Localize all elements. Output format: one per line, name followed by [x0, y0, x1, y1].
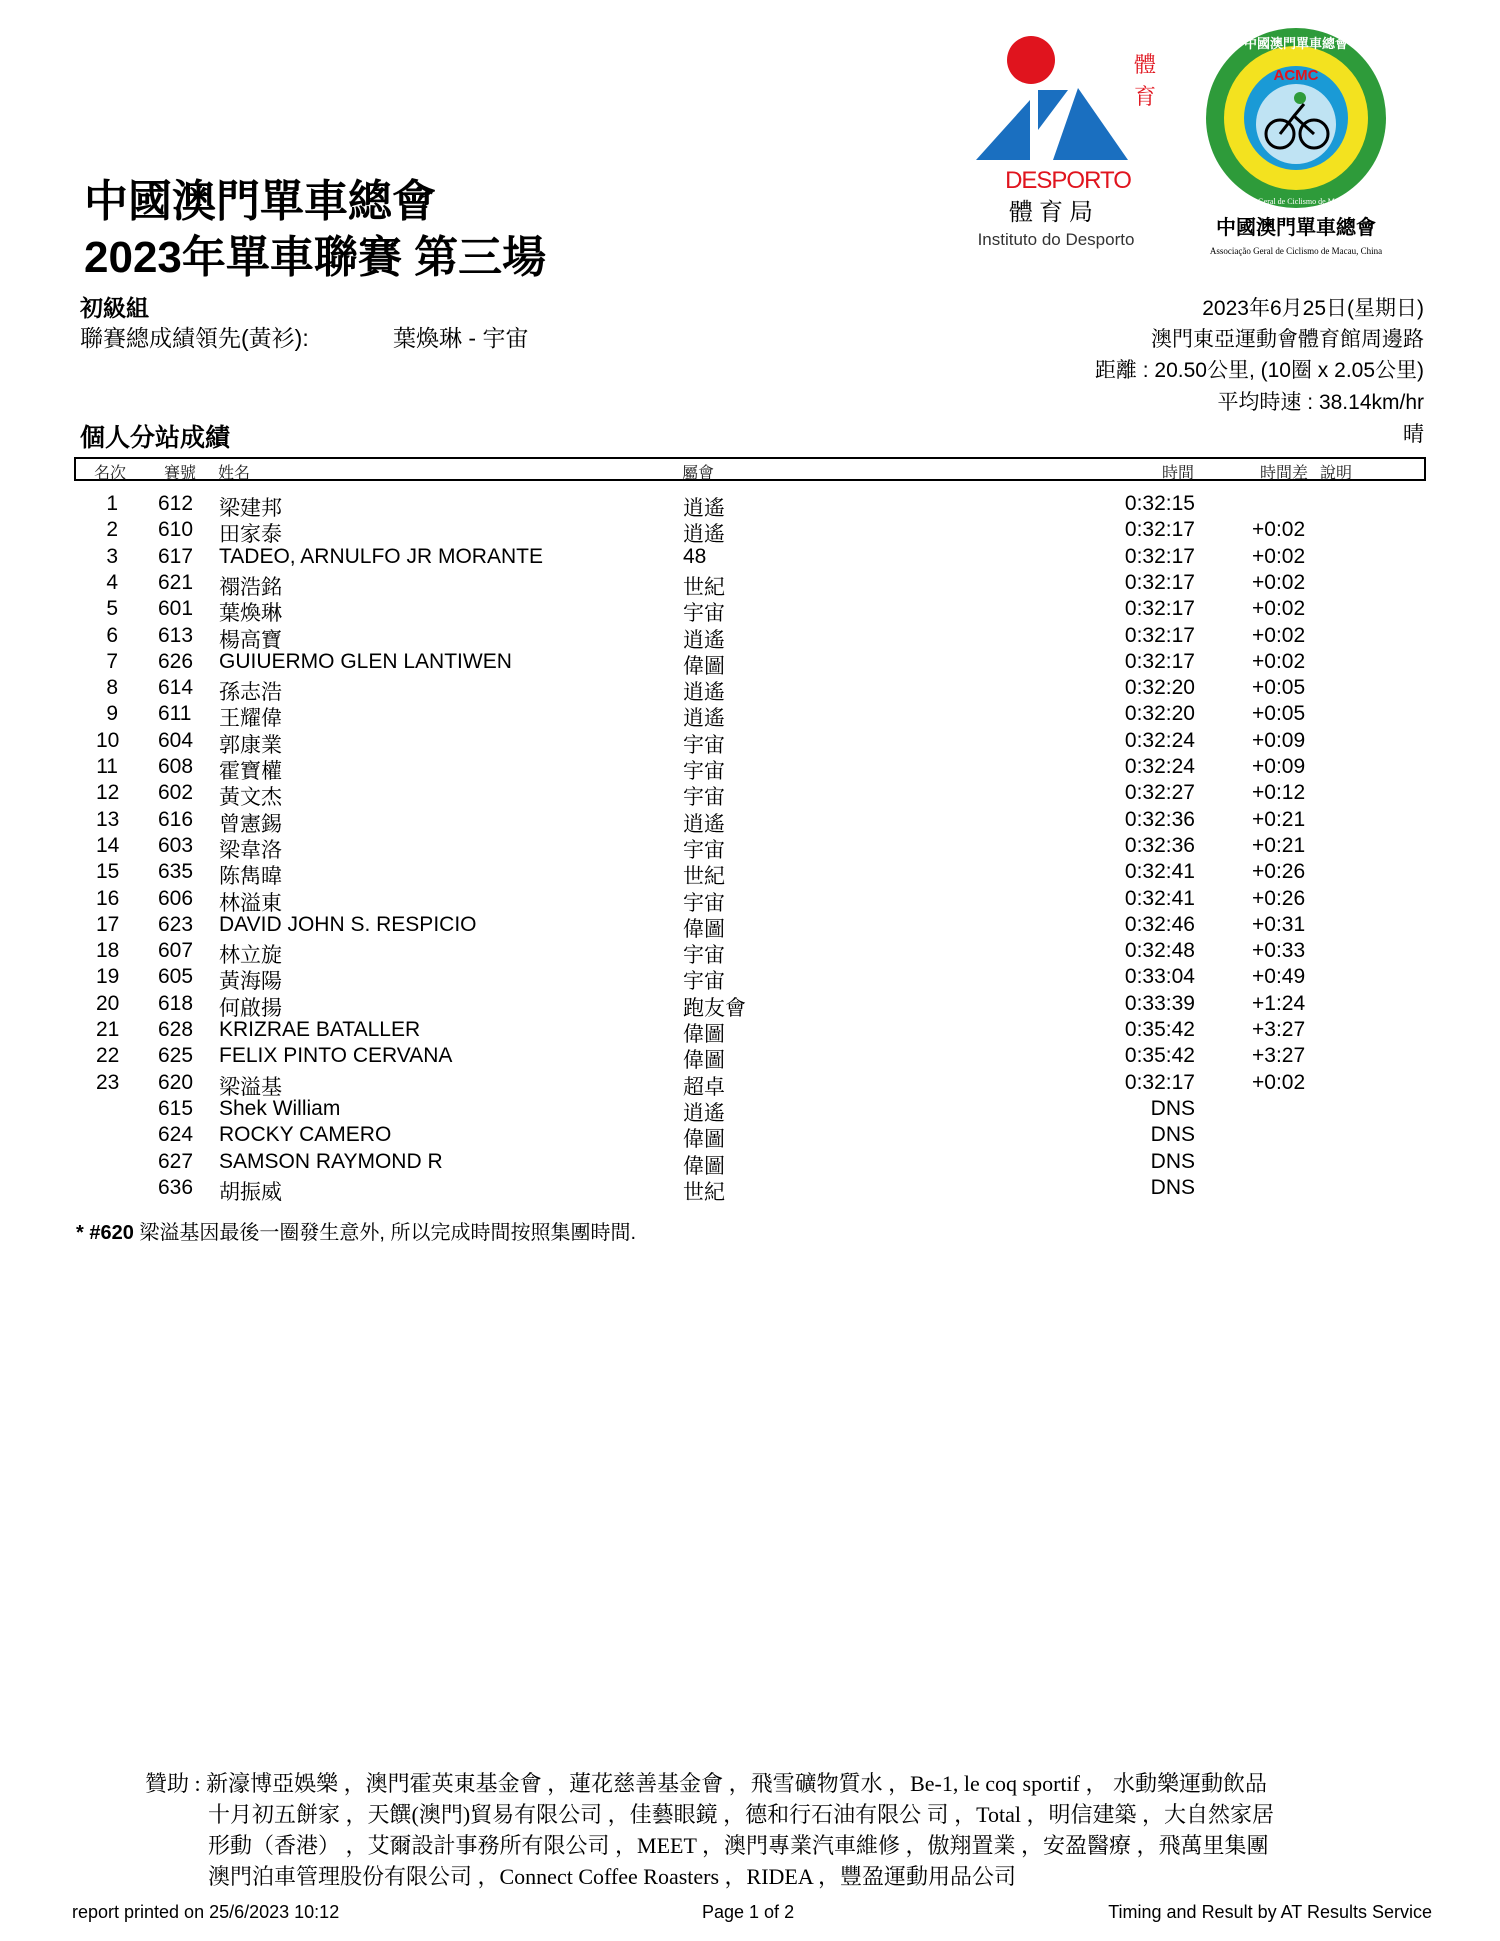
col-rank: 名次: [94, 463, 127, 482]
page-number: Page 1 of 2: [702, 1902, 795, 1922]
team-cell: 超卓: [683, 1075, 725, 1099]
bib-cell: 618: [158, 991, 194, 1015]
bib-cell: 601: [158, 597, 194, 621]
rank-cell: 3: [106, 544, 118, 568]
rank-cell: 1: [106, 492, 118, 515]
name-cell: 曾憲錫: [219, 812, 282, 836]
team-cell: 宇宙: [683, 944, 725, 968]
bib-cell: 635: [158, 860, 194, 884]
team-cell: 宇宙: [683, 786, 725, 810]
time-cell: 0:32:27: [1124, 781, 1195, 805]
col-name: 姓名: [218, 463, 251, 482]
footnote-text: 梁溢基因最後一圈發生意外, 所以完成時間按照集團時間.: [133, 1222, 637, 1244]
bib-cell: 615: [158, 1096, 194, 1120]
team-cell: 宇宙: [683, 733, 725, 757]
time-cell: 0:32:15: [1124, 492, 1195, 515]
bib-cell: 613: [158, 623, 194, 647]
bib-cell: 608: [158, 755, 194, 778]
time-cell: 0:32:36: [1124, 833, 1195, 857]
bib-cell: 623: [158, 912, 194, 936]
team-cell: 世紀: [683, 1180, 725, 1204]
gap-cell: +0:02: [1252, 544, 1306, 568]
time-cell: 0:32:20: [1124, 702, 1195, 726]
table-row: [0, 913, 1500, 939]
gap-cell: +0:21: [1252, 833, 1306, 857]
time-cell: 0:32:24: [1124, 755, 1195, 778]
time-cell: 0:32:17: [1124, 570, 1195, 594]
name-cell: SAMSON RAYMOND R: [219, 1149, 443, 1173]
team-cell: 48: [683, 544, 707, 568]
gap-cell: +0:21: [1252, 807, 1306, 831]
team-cell: 跑友會: [683, 996, 746, 1020]
sponsors-line2: 十月初五餅家 ，天饌(澳門)貿易有限公司 ，佳藝眼鏡 ，德和行石油有限公 司 ，Total ，明信建築 ，大自然家居: [208, 1802, 1275, 1827]
name-cell: 禤浩銘: [219, 575, 282, 599]
rank-cell: 17: [96, 912, 120, 936]
rank-cell: 23: [96, 1070, 120, 1094]
time-cell: 0:32:17: [1124, 597, 1195, 621]
timing-credit: Timing and Result by AT Results Service: [1108, 1902, 1432, 1922]
time-cell: 0:32:17: [1124, 649, 1195, 673]
logo-name-cn: 體育局: [1009, 198, 1099, 226]
rank-cell: 8: [106, 676, 118, 700]
table-row: [0, 1123, 1500, 1152]
time-cell: 0:35:42: [1124, 1018, 1195, 1041]
gap-cell: +0:05: [1252, 702, 1306, 726]
bib-cell: 620: [158, 1070, 194, 1094]
gap-cell: +0:26: [1252, 886, 1306, 910]
name-cell: DAVID JOHN S. RESPICIO: [219, 912, 477, 936]
rank-cell: 4: [106, 570, 118, 594]
gap-cell: +0:02: [1252, 1070, 1306, 1094]
name-cell: 黃海陽: [219, 970, 282, 994]
race-venue: 澳門東亞運動會體育館周邊路: [1151, 328, 1424, 351]
table-row: [0, 729, 1500, 755]
rank-cell: 7: [106, 649, 118, 673]
gap-cell: +0:12: [1252, 781, 1306, 805]
table-row: [0, 755, 1500, 781]
footnote-prefix: * #620: [76, 1222, 134, 1244]
name-cell: GUIUERMO GLEN LANTIWEN: [219, 649, 512, 673]
table-row: [0, 624, 1500, 650]
gap-cell: +0:26: [1252, 860, 1306, 884]
bib-cell: 610: [158, 518, 194, 542]
time-cell: 0:32:36: [1124, 807, 1195, 831]
table-row: [0, 939, 1500, 968]
table-row: [0, 1044, 1500, 1073]
bib-cell: 607: [158, 939, 194, 963]
team-cell: 偉圖: [683, 1049, 725, 1073]
gap-cell: +0:02: [1252, 649, 1306, 673]
rank-cell: 14: [96, 833, 120, 857]
acmc-name-pt: Associação Geral de Ciclismo de Macau, China: [1209, 246, 1383, 256]
rank-cell: 20: [96, 991, 120, 1015]
team-cell: 世紀: [683, 865, 725, 889]
time-cell: 0:32:41: [1124, 860, 1195, 884]
rank-cell: 6: [106, 623, 118, 647]
table-row: [0, 545, 1500, 571]
gap-cell: +0:02: [1252, 570, 1306, 594]
gap-cell: +0:02: [1252, 597, 1306, 621]
time-cell: 0:32:17: [1124, 518, 1195, 542]
table-row: [0, 1018, 1500, 1044]
time-cell: 0:33:39: [1124, 991, 1195, 1015]
rank-cell: 18: [96, 939, 120, 963]
team-cell: 偉圖: [683, 1154, 725, 1178]
name-cell: 陈雋暐: [219, 865, 282, 889]
gap-cell: +0:33: [1252, 939, 1306, 963]
logo-char1: 體: [1134, 53, 1157, 78]
table-row: [0, 808, 1500, 834]
team-cell: 世紀: [683, 575, 725, 599]
team-cell: 逍遙: [683, 707, 725, 731]
table-row: [0, 834, 1500, 860]
rank-cell: 16: [96, 886, 120, 910]
footnote: [76, 1216, 636, 1245]
bib-cell: 606: [158, 886, 194, 910]
logo-name-pt: Instituto do Desporto: [977, 230, 1135, 249]
col-bib: 賽號: [164, 463, 197, 482]
time-cell: 0:32:46: [1124, 912, 1195, 936]
rank-cell: 13: [96, 807, 120, 831]
name-cell: 黃文杰: [219, 786, 282, 810]
category-label: 初級組: [80, 295, 149, 321]
name-cell: 孫志浩: [219, 681, 282, 705]
name-cell: 胡振威: [219, 1180, 282, 1204]
bib-cell: 602: [158, 781, 194, 805]
team-cell: 逍遙: [683, 628, 725, 652]
table-row: [0, 650, 1500, 676]
time-cell: DNS: [1150, 1149, 1195, 1173]
gap-cell: +0:09: [1252, 728, 1306, 752]
team-cell: 逍遙: [683, 523, 725, 547]
bib-cell: 624: [158, 1123, 194, 1147]
rank-cell: 19: [96, 965, 120, 989]
table-row: [0, 571, 1500, 597]
bib-cell: 627: [158, 1149, 194, 1173]
table-row: [0, 597, 1500, 626]
name-cell: 梁建邦: [219, 497, 282, 520]
name-cell: 郭康業: [219, 733, 282, 757]
rank-cell: 21: [96, 1018, 120, 1041]
table-row: [0, 676, 1500, 705]
gap-cell: +0:49: [1252, 965, 1306, 989]
team-cell: 宇宙: [683, 760, 725, 783]
gap-cell: +0:02: [1252, 623, 1306, 647]
team-cell: 宇宙: [683, 970, 725, 994]
time-cell: DNS: [1150, 1123, 1195, 1147]
title-line1: 中國澳門單車總會: [84, 177, 436, 226]
gap-cell: +3:27: [1252, 1044, 1306, 1068]
race-date: 2023年6月25日(星期日): [1202, 297, 1424, 320]
table-row: [0, 965, 1500, 994]
sponsors-line3: 形動（香港） ，艾爾設計事務所有限公司 ，MEET ，澳門專業汽車維修 ，傲翔置業 ，安盈醫療 ，飛萬里集團: [208, 1833, 1269, 1858]
name-cell: TADEO, ARNULFO JR MORANTE: [219, 544, 543, 568]
logo-brand: DESPORTO: [1005, 167, 1131, 194]
team-cell: 偉圖: [683, 1023, 725, 1046]
time-cell: 0:32:48: [1124, 939, 1195, 963]
table-row: [0, 702, 1500, 731]
bib-cell: 611: [158, 702, 192, 726]
table-row: [0, 887, 1500, 913]
team-cell: 逍遙: [683, 497, 725, 520]
name-cell: 何啟揚: [219, 996, 282, 1020]
bib-cell: 616: [158, 807, 194, 831]
sponsors-line4: 澳門泊車管理股份有限公司 ，Connect Coffee Roasters ，RIDEA ，豐盈運動用品公司: [208, 1864, 1017, 1889]
name-cell: 梁溢基: [219, 1075, 282, 1099]
team-cell: 逍遙: [683, 681, 725, 705]
time-cell: 0:32:24: [1124, 728, 1195, 752]
race-distance: 距離 : 20.50公里, (10圈 x 2.05公里): [1094, 359, 1424, 382]
table-row: [0, 781, 1500, 810]
sports-bureau-logo: [968, 30, 1168, 260]
gap-cell: +0:02: [1252, 518, 1306, 542]
table-row: [0, 1097, 1500, 1123]
rank-cell: 22: [96, 1044, 120, 1068]
team-cell: 偉圖: [683, 654, 725, 678]
bib-cell: 603: [158, 833, 194, 857]
table-row: [0, 860, 1500, 889]
col-note: 說明: [1320, 463, 1353, 482]
time-cell: DNS: [1150, 1175, 1195, 1199]
acmc-emblem: [1196, 24, 1396, 264]
bib-cell: 614: [158, 676, 194, 700]
bib-cell: 617: [158, 544, 194, 568]
title-line2: 2023年單車聯賽 第三場: [84, 233, 547, 282]
bib-cell: 626: [158, 649, 194, 673]
name-cell: 林溢東: [219, 891, 282, 915]
leader-label: 聯賽總成績領先(黃衫):: [80, 325, 309, 351]
team-cell: 逍遙: [683, 812, 725, 836]
bib-cell: 612: [158, 492, 194, 515]
name-cell: 楊高寶: [219, 628, 282, 652]
bib-cell: 628: [158, 1018, 194, 1041]
time-cell: 0:32:17: [1124, 1070, 1195, 1094]
col-team: 屬會: [682, 463, 715, 482]
acmc-ring-text: Associação Geral de Ciclismo de Macau, China: [1219, 197, 1373, 206]
sports-bureau-emblem: [968, 30, 1168, 260]
time-cell: 0:32:17: [1124, 544, 1195, 568]
rank-cell: 9: [106, 702, 118, 726]
table-row: [0, 1150, 1500, 1176]
table-row: [0, 1176, 1500, 1202]
name-cell: 葉煥琳: [219, 602, 282, 626]
bib-cell: 621: [158, 570, 194, 594]
col-time: 時間: [1162, 463, 1195, 482]
rank-cell: 15: [96, 860, 120, 884]
name-cell: ROCKY CAMERO: [219, 1123, 392, 1147]
rank-cell: 2: [106, 518, 118, 542]
acmc-logo: [1196, 24, 1396, 264]
printed-timestamp: report printed on 25/6/2023 10:12: [72, 1902, 340, 1922]
time-cell: 0:32:17: [1124, 623, 1195, 647]
rank-cell: 12: [96, 781, 120, 805]
sponsors-line1: 贊助 : 新濠博亞娛樂 ，澳門霍英東基金會 ，蓮花慈善基金會 ，飛雪礦物質水 ，Be-1, le coq sportif ， 水動樂運動飲品: [145, 1771, 1267, 1796]
rank-cell: 5: [106, 597, 118, 621]
table-row: [0, 518, 1500, 547]
name-cell: KRIZRAE BATALLER: [219, 1018, 421, 1041]
name-cell: 王耀偉: [219, 707, 282, 731]
team-cell: 宇宙: [683, 891, 725, 915]
gap-cell: +0:31: [1252, 912, 1306, 936]
time-cell: 0:32:41: [1124, 886, 1195, 910]
gap-cell: +0:05: [1252, 676, 1306, 700]
team-cell: 偉圖: [683, 917, 725, 941]
col-gap: 時間差: [1260, 463, 1309, 482]
name-cell: Shek William: [219, 1096, 341, 1120]
table-header: [74, 457, 1426, 481]
rank-cell: 10: [96, 728, 120, 752]
gap-cell: +1:24: [1252, 991, 1306, 1015]
time-cell: DNS: [1150, 1096, 1195, 1120]
sponsors-block: [145, 1768, 1274, 1892]
gap-cell: +0:09: [1252, 755, 1306, 778]
name-cell: 林立旋: [219, 944, 282, 968]
name-cell: FELIX PINTO CERVANA: [219, 1044, 453, 1068]
name-cell: 田家泰: [219, 523, 282, 547]
table-row: [0, 1071, 1500, 1097]
average-speed: 平均時速 : 38.14km/hr: [1217, 391, 1424, 414]
name-cell: 梁韋洛: [219, 838, 282, 862]
team-cell: 宇宙: [683, 838, 725, 862]
table-row: [0, 492, 1500, 518]
bib-cell: 636: [158, 1175, 194, 1199]
leader-value: 葉煥琳 - 宇宙: [393, 325, 529, 351]
acmc-name-cn: 中國澳門單車總會: [1216, 215, 1376, 239]
time-cell: 0:32:20: [1124, 676, 1195, 700]
section-title: 個人分站成績: [80, 424, 231, 452]
bib-cell: 625: [158, 1044, 194, 1068]
bib-cell: 605: [158, 965, 194, 989]
table-row: [0, 992, 1500, 1018]
time-cell: 0:35:42: [1124, 1044, 1195, 1068]
weather: 晴: [1403, 423, 1424, 446]
acmc-ring-top: 中國澳門單車總會: [1243, 37, 1349, 52]
gap-cell: +3:27: [1252, 1018, 1306, 1041]
team-cell: 宇宙: [683, 602, 725, 626]
name-cell: 霍寶權: [219, 760, 282, 783]
time-cell: 0:33:04: [1124, 965, 1195, 989]
logo-char2: 育: [1134, 85, 1157, 110]
bib-cell: 604: [158, 728, 194, 752]
acmc-abbr: ACMC: [1273, 67, 1319, 84]
team-cell: 逍遙: [683, 1101, 725, 1125]
team-cell: 偉圖: [683, 1128, 725, 1152]
rank-cell: 11: [96, 755, 118, 778]
